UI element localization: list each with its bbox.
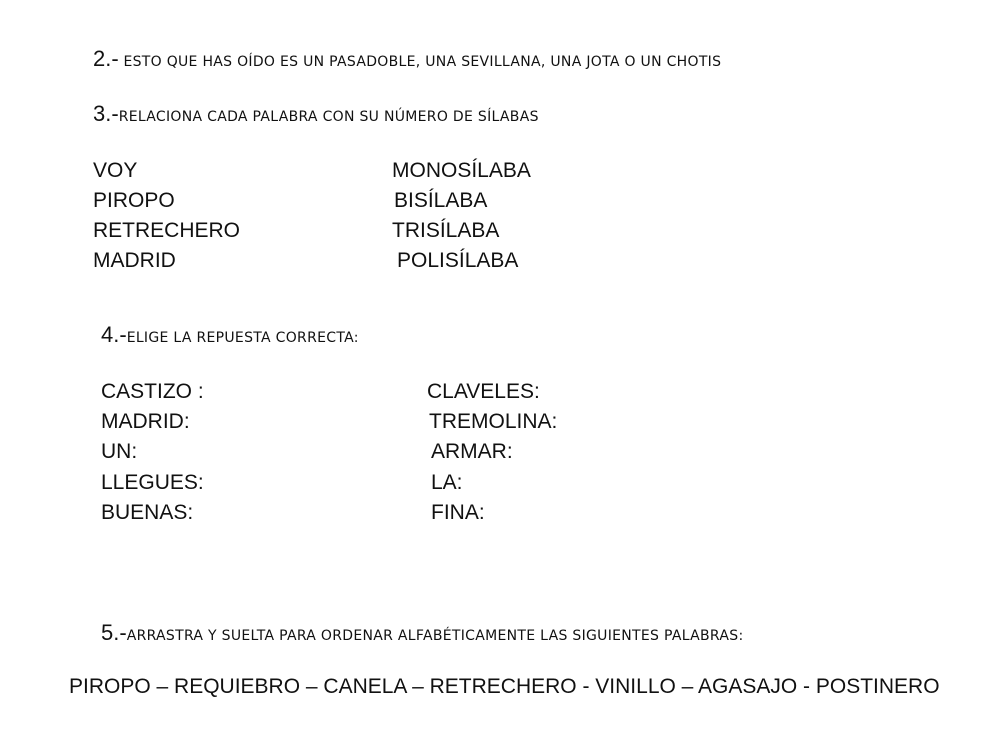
question-4-text: ELIGE LA REPUESTA CORRECTA:	[126, 330, 359, 346]
q3-word-1[interactable]: VOY	[93, 159, 138, 182]
q3-option-4[interactable]: POLISÍLABA	[397, 249, 519, 272]
question-3-title	[93, 101, 539, 127]
q4-right-item-2[interactable]: TREMOLINA:	[429, 410, 558, 433]
question-2-title	[93, 46, 721, 72]
q4-right-item-4[interactable]: LA:	[431, 471, 463, 494]
question-4-title	[101, 322, 359, 348]
q4-left-item-4[interactable]: LLEGUES:	[101, 471, 204, 494]
q4-right-item-5[interactable]: FINA:	[431, 501, 485, 524]
q3-option-1[interactable]: MONOSÍLABA	[392, 159, 531, 182]
question-4-number: 4.-	[101, 322, 127, 347]
q4-left-item-5[interactable]: BUENAS:	[101, 501, 194, 524]
q3-word-4[interactable]: MADRID	[93, 249, 176, 272]
question-5-text: ARRASTRA Y SUELTA PARA ORDENAR ALFABÉTICAMENTE LAS SIGUIENTES PALABRAS:	[126, 628, 744, 644]
q4-right-item-1[interactable]: CLAVELES:	[427, 380, 540, 403]
q4-left-item-1[interactable]: CASTIZO :	[101, 380, 204, 403]
q5-words-to-sort[interactable]: PIROPO – REQUIEBRO – CANELA – RETRECHERO - VINILLO – AGASAJO - POSTINERO	[69, 675, 940, 698]
question-2-text: ESTO QUE HAS OÍDO ES UN PASADOBLE, UNA SEVILLANA, UNA JOTA O UN CHOTIS	[118, 54, 722, 70]
q3-word-3[interactable]: RETRECHERO	[93, 219, 241, 242]
q4-left-item-3[interactable]: UN:	[101, 440, 138, 463]
question-2-number: 2.-	[93, 46, 119, 71]
q3-word-2[interactable]: PIROPO	[93, 189, 175, 212]
question-3-number: 3.-	[93, 101, 119, 126]
q4-right-item-3[interactable]: ARMAR:	[431, 440, 513, 463]
question-5-title	[101, 620, 743, 646]
question-3-text: RELACIONA CADA PALABRA CON SU NÚMERO DE SÍLABAS	[118, 109, 539, 125]
q3-option-3[interactable]: TRISÍLABA	[392, 219, 500, 242]
q3-option-2[interactable]: BISÍLABA	[394, 189, 488, 212]
q4-left-item-2[interactable]: MADRID:	[101, 410, 190, 433]
question-5-number: 5.-	[101, 620, 127, 645]
